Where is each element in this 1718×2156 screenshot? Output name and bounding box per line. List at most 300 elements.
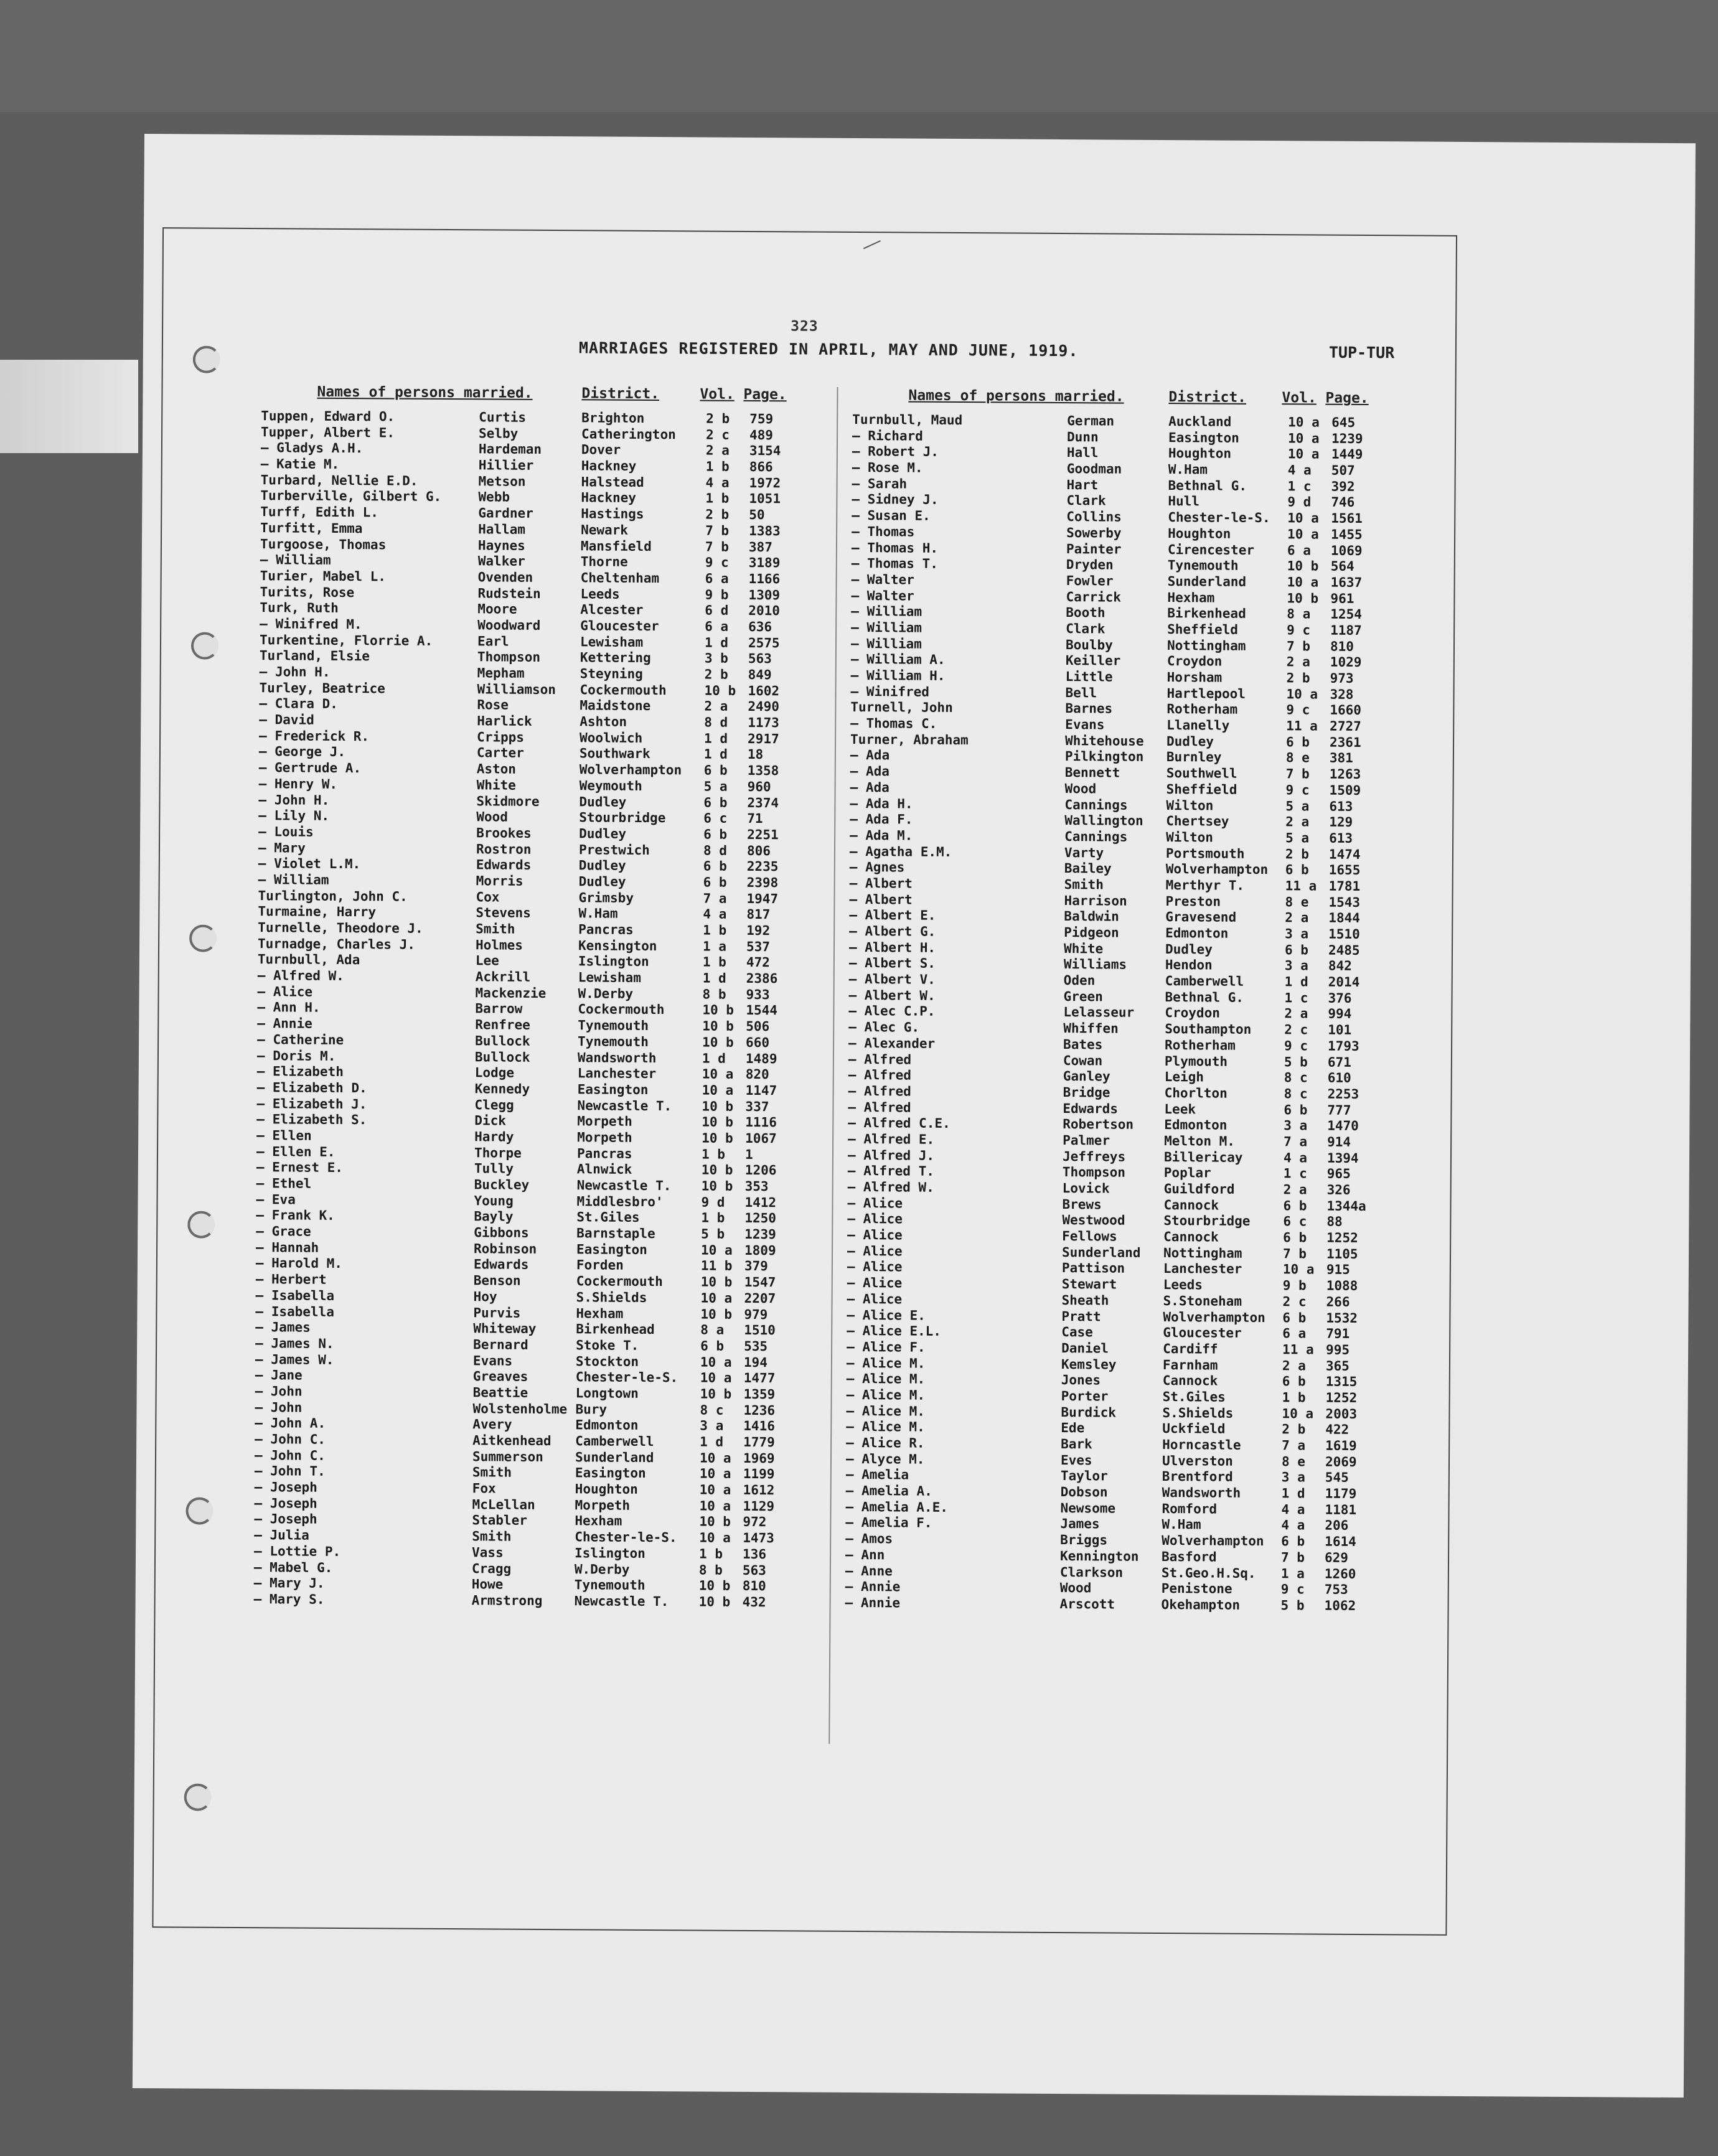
header-page: Page.: [1325, 390, 1369, 407]
entry-page: 1781: [1328, 878, 1361, 894]
entry-page: 206: [1325, 1518, 1349, 1534]
entry-page: 972: [743, 1514, 767, 1530]
entry-spouse: Thompson: [477, 649, 541, 665]
entry-district: Houghton: [1168, 525, 1231, 541]
entry-district: Dudley: [579, 794, 627, 810]
entry-district: Horncastle: [1162, 1437, 1241, 1453]
entry-name: — Alice F.: [847, 1339, 926, 1355]
entry-district: Nottingham: [1166, 637, 1246, 654]
entry-spouse: Harrison: [1064, 893, 1127, 909]
entry-name: — John H.: [259, 664, 331, 680]
entry-page: 129: [1329, 814, 1353, 830]
entry-spouse: Jeffreys: [1062, 1148, 1126, 1165]
entry-district: Preston: [1165, 893, 1221, 909]
entry-vol: 9 c: [705, 555, 729, 570]
entry-spouse: Bark: [1061, 1437, 1092, 1452]
entry-district: Cockermouth: [578, 1001, 665, 1018]
entry-spouse: Summerson: [472, 1448, 543, 1465]
entry-district: Burnley: [1166, 749, 1222, 766]
entry-name: — Mary S.: [253, 1591, 325, 1607]
entry-district: Chester-le-S.: [1168, 510, 1270, 526]
entry-vol: 7 b: [705, 539, 729, 555]
entry-name: — Elizabeth D.: [256, 1080, 367, 1096]
entry-spouse: Lelasseur: [1063, 1005, 1135, 1021]
entry-spouse: Lovick: [1062, 1181, 1110, 1196]
entry-name: — Alice: [847, 1227, 903, 1243]
entry-vol: 6 b: [1283, 1230, 1307, 1245]
entry-district: St.Giles: [1162, 1389, 1226, 1405]
entry-page: 1547: [744, 1275, 776, 1290]
entry-district: Easington: [575, 1465, 646, 1481]
entry-page: 2253: [1327, 1086, 1359, 1102]
entry-spouse: Bernard: [473, 1337, 528, 1352]
entry-district: Llanelly: [1166, 718, 1230, 733]
entry-vol: 6 b: [1284, 942, 1309, 958]
entry-page: 1116: [745, 1115, 777, 1130]
entry-spouse: Little: [1065, 669, 1113, 685]
entry-spouse: Barnes: [1065, 701, 1113, 716]
entry-page: 392: [1331, 479, 1355, 494]
entry-name: — Agatha E.M.: [849, 843, 952, 860]
entry-vol: 10 a: [1287, 430, 1320, 446]
entry-district: St.Giles: [576, 1209, 640, 1226]
entry-name: — Albert S.: [848, 955, 936, 972]
entry-name: — Isabella: [255, 1287, 335, 1303]
entry-district: Woolwich: [580, 730, 643, 746]
entry-district: Wandsworth: [1162, 1485, 1241, 1501]
entry-page: 1250: [744, 1211, 777, 1226]
entry-district: Halstead: [581, 474, 644, 490]
entry-spouse: Burdick: [1061, 1404, 1117, 1420]
entry-page: 266: [1326, 1294, 1350, 1310]
entry-vol: 6 b: [703, 874, 727, 890]
entry-name: Tupper, Albert E.: [261, 424, 395, 441]
entry-vol: 1 d: [1284, 974, 1308, 990]
entry-spouse: Sunderland: [1061, 1244, 1141, 1260]
entry-district: Pancras: [576, 1145, 632, 1161]
entry-page: 1260: [1324, 1566, 1356, 1582]
entry-vol: 4 a: [1283, 1150, 1307, 1166]
entry-district: Dover: [581, 442, 621, 458]
entry-vol: 7 b: [705, 523, 730, 538]
entry-district: Chertsey: [1166, 813, 1229, 829]
entry-name: — Ada M.: [850, 827, 913, 843]
entry-spouse: Porter: [1061, 1388, 1109, 1404]
entry-spouse: Earl: [477, 633, 509, 649]
entry-district: Nottingham: [1163, 1245, 1242, 1261]
entry-district: Tynemouth: [574, 1577, 645, 1593]
entry-page: 101: [1328, 1022, 1352, 1038]
entry-page: 1969: [743, 1450, 775, 1466]
entry-vol: 2 a: [1282, 1357, 1306, 1373]
entry-vol: 5 a: [1285, 830, 1310, 846]
entry-page: 759: [749, 411, 774, 427]
entry-name: — Albert: [849, 891, 913, 907]
entry-spouse: Varty: [1064, 845, 1104, 860]
entry-vol: 2 c: [705, 427, 730, 443]
entry-spouse: Whitehouse: [1064, 733, 1144, 749]
entry-page: 746: [1331, 495, 1355, 510]
entry-spouse: Dick: [474, 1113, 506, 1128]
entry-page: 192: [746, 922, 771, 939]
header-names: Names of persons married.: [317, 383, 533, 401]
entry-vol: 10 b: [700, 1306, 733, 1322]
entry-name: Turnbull, Maud: [852, 411, 963, 428]
entry-vol: 6 b: [703, 827, 728, 842]
entry-district: Brighton: [581, 410, 645, 426]
entry-vol: 10 b: [701, 1162, 733, 1178]
entry-district: Hartlepool: [1166, 685, 1246, 701]
entry-name: — Annie: [845, 1595, 901, 1611]
entry-name: — Alice E.L.: [847, 1323, 942, 1339]
entry-vol: 6 b: [1282, 1374, 1306, 1389]
entry-district: Southwark: [579, 746, 650, 762]
entry-name: — Alfred: [848, 1083, 911, 1099]
entry-vol: 10 a: [1286, 686, 1318, 702]
entry-district: Dudley: [578, 858, 626, 873]
entry-spouse: Buckley: [474, 1177, 530, 1193]
entry-name: — James N.: [255, 1335, 334, 1351]
entry-spouse: Pilkington: [1064, 749, 1144, 765]
entry-spouse: Evans: [1065, 717, 1105, 733]
entry-page: 1029: [1330, 654, 1362, 670]
entry-spouse: Rudstein: [477, 585, 541, 601]
entry-name: — Alice M.: [846, 1371, 926, 1387]
entry-spouse: Cragg: [471, 1560, 512, 1577]
entry-district: Easington: [1168, 429, 1239, 446]
entry-spouse: Kemsley: [1061, 1356, 1117, 1372]
entry-name: — William: [260, 552, 331, 568]
entry-vol: 10 a: [1287, 574, 1319, 590]
entry-spouse: Hallam: [478, 522, 526, 537]
entry-vol: 1 a: [1280, 1565, 1305, 1581]
entry-name: — Ann H.: [257, 1000, 321, 1016]
entry-page: 914: [1327, 1134, 1351, 1150]
entry-name: — Gladys A.H.: [260, 440, 364, 456]
entry-page: 1239: [744, 1226, 776, 1242]
entry-district: Morpeth: [577, 1113, 632, 1130]
entry-name: — Alice M.: [846, 1387, 926, 1403]
entry-name: — John: [255, 1399, 303, 1415]
entry-name: — Alice M.: [846, 1403, 925, 1419]
entry-page: 1972: [749, 475, 781, 491]
page-title: MARRIAGES REGISTERED IN APRIL, MAY AND JUNE, 1919.: [578, 339, 1079, 360]
entry-page: 613: [1329, 799, 1353, 814]
entry-name: — Eva: [256, 1191, 296, 1207]
entry-spouse: Clark: [1066, 621, 1105, 637]
entry-spouse: Bullock: [475, 1033, 530, 1049]
entry-page: 2917: [748, 731, 779, 746]
entry-vol: 2 b: [704, 667, 728, 682]
entry-spouse: Skidmore: [476, 793, 540, 809]
entry-page: 2490: [748, 699, 780, 715]
entry-spouse: Bullock: [474, 1049, 530, 1065]
entry-name: Turberville, Gilbert G.: [260, 488, 442, 505]
entry-vol: 6 b: [1284, 1102, 1308, 1118]
entry-district: Newcastle T.: [574, 1593, 669, 1610]
entry-name: — William A.: [850, 652, 946, 668]
entry-vol: 10 b: [701, 1178, 733, 1194]
entry-name: — Alice R.: [846, 1435, 925, 1451]
header-district: District.: [1168, 389, 1247, 406]
entry-district: Leigh: [1164, 1069, 1204, 1085]
entry-district: Basford: [1161, 1549, 1217, 1565]
entry-vol: 10 a: [1282, 1405, 1314, 1422]
entry-page: 387: [748, 539, 772, 555]
entry-page: 1510: [744, 1323, 776, 1338]
entry-spouse: Williamson: [477, 681, 556, 697]
entry-page: 1: [744, 1146, 753, 1162]
entry-vol: 4 a: [1287, 462, 1312, 478]
entry-page: 1051: [749, 491, 781, 507]
entry-spouse: Sowerby: [1066, 525, 1122, 541]
entry-page: 1412: [744, 1194, 777, 1210]
entry-name: — Alfred T.: [847, 1163, 934, 1179]
entry-spouse: Ackrill: [475, 969, 531, 985]
entry-vol: 2 a: [1285, 910, 1309, 926]
entry-name: — Mary: [258, 840, 306, 856]
entry-vol: 8 b: [702, 987, 726, 1002]
entry-page: 563: [742, 1562, 766, 1578]
entry-district: Melton M.: [1164, 1133, 1236, 1149]
entry-district: Wolverhampton: [1165, 861, 1269, 878]
entry-name: — Alfred W.: [257, 968, 344, 984]
entry-spouse: Webb: [478, 489, 510, 505]
entry-district: Middlesbro': [576, 1193, 664, 1209]
entry-page: 1543: [1328, 894, 1361, 910]
entry-spouse: Robinson: [473, 1241, 537, 1257]
entry-name: — Isabella: [255, 1303, 334, 1319]
entry-page: 1489: [745, 1051, 777, 1066]
entry-vol: 9 b: [705, 587, 729, 602]
entry-vol: 1 d: [704, 731, 728, 746]
entry-district: Longtown: [575, 1385, 639, 1401]
entry-spouse: Renfree: [475, 1017, 530, 1033]
entry-district: Wilton: [1166, 829, 1214, 845]
entry-name: Turk, Ruth: [260, 600, 339, 616]
entry-vol: 2 a: [704, 698, 728, 715]
entry-name: — Ernest E.: [256, 1160, 344, 1176]
entry-spouse: Smith: [472, 1529, 512, 1544]
entry-page: 2014: [1328, 974, 1360, 990]
entry-vol: 10 a: [702, 1066, 734, 1082]
entry-page: 2207: [744, 1290, 776, 1306]
entry-district: Horsham: [1166, 670, 1223, 685]
entry-district: Morpeth: [577, 1130, 632, 1145]
entry-page: 1105: [1326, 1246, 1358, 1262]
entry-name: — Alfred: [848, 1099, 911, 1115]
entry-name: Turmaine, Harry: [258, 904, 377, 920]
entry-spouse: Lodge: [474, 1065, 515, 1080]
entry-district: Lewisham: [578, 970, 641, 985]
entry-vol: 2 b: [1285, 846, 1309, 862]
entry-district: Hackney: [581, 490, 637, 506]
entry-spouse: Oden: [1063, 973, 1096, 988]
entry-vol: 8 c: [700, 1402, 724, 1418]
entry-page: 1252: [1326, 1230, 1358, 1246]
entry-district: Southwell: [1166, 766, 1237, 781]
entry-spouse: Bates: [1063, 1036, 1103, 1052]
entry-page: 915: [1326, 1262, 1350, 1278]
entry-vol: 7 b: [1280, 1550, 1305, 1565]
entry-name: — Catherine: [257, 1031, 344, 1048]
entry-spouse: Cripps: [477, 729, 525, 745]
entry-vol: 10 b: [699, 1514, 731, 1530]
entry-spouse: Purvis: [473, 1305, 521, 1321]
entry-district: Kensington: [578, 937, 657, 954]
entry-district: Chester-le-S.: [575, 1529, 677, 1545]
entry-spouse: Lee: [475, 953, 499, 968]
entry-name: — Henry W.: [258, 776, 338, 792]
entry-spouse: Ovenden: [477, 569, 533, 585]
entry-vol: 1 c: [1287, 478, 1312, 494]
entry-district: Hull: [1168, 494, 1200, 509]
entry-spouse: Howe: [471, 1577, 504, 1592]
entry-spouse: Mepham: [477, 665, 525, 681]
entry-spouse: Briggs: [1060, 1532, 1108, 1548]
page-number: 323: [791, 318, 819, 335]
entry-page: 1510: [1328, 926, 1360, 942]
entry-district: Ashton: [580, 714, 627, 729]
entry-district: Chorlton: [1164, 1085, 1227, 1101]
entry-spouse: Bayly: [474, 1209, 514, 1225]
entry-spouse: Fox: [472, 1481, 496, 1496]
entry-spouse: Wood: [1059, 1580, 1092, 1596]
entry-page: 432: [742, 1594, 766, 1610]
entry-page: 1252: [1325, 1390, 1358, 1405]
entry-vol: 6 b: [1285, 734, 1310, 750]
entry-district: Leeds: [580, 586, 620, 602]
entry-spouse: Wood: [1064, 780, 1097, 797]
entry-page: 810: [742, 1578, 766, 1594]
entry-spouse: Bailey: [1064, 861, 1112, 876]
header-vol: Vol.: [1282, 390, 1317, 406]
entry-spouse: Clegg: [474, 1097, 514, 1113]
entry-vol: 5 a: [703, 779, 728, 794]
entry-district: Camberwell: [575, 1433, 654, 1450]
entry-vol: 3 b: [704, 650, 728, 667]
entry-spouse: Kennedy: [474, 1081, 530, 1097]
entry-vol: 11 b: [700, 1258, 733, 1274]
entry-name: — Richard: [852, 428, 923, 444]
entry-page: 2251: [747, 827, 779, 843]
entry-vol: 1 d: [700, 1434, 724, 1450]
entry-vol: 4 a: [703, 906, 727, 922]
entry-spouse: Ganley: [1063, 1069, 1110, 1084]
entry-district: Merthyr T.: [1165, 877, 1245, 893]
entry-page: 645: [1331, 415, 1356, 430]
entry-name: — George J.: [258, 744, 346, 760]
entry-name: — Alfred: [848, 1051, 912, 1067]
entry-page: 88: [1326, 1214, 1343, 1230]
entry-name: — Alyce M.: [845, 1451, 925, 1467]
entry-vol: 8 a: [1287, 606, 1311, 622]
entry-page: 50: [749, 507, 765, 523]
entry-name: — Lily N.: [258, 808, 330, 824]
entry-vol: 5 a: [1285, 798, 1310, 813]
entry-spouse: Whiffen: [1063, 1021, 1119, 1036]
entry-name: Turner, Abraham: [850, 731, 969, 748]
entry-vol: 7 b: [1285, 766, 1310, 782]
entry-vol: 2 a: [705, 443, 730, 459]
entry-district: Sheffield: [1166, 781, 1237, 797]
entry-district: Pancras: [578, 922, 634, 937]
punch-hole: [189, 924, 217, 952]
entry-name: — Ada H.: [850, 795, 913, 812]
entry-spouse: Hillier: [478, 457, 534, 473]
entry-spouse: Pattison: [1061, 1260, 1125, 1277]
entry-spouse: Edwards: [473, 1257, 529, 1273]
entry-name: — Walter: [851, 571, 914, 588]
entry-name: — William: [258, 872, 329, 888]
entry-page: 961: [1330, 591, 1354, 606]
entry-spouse: Jones: [1061, 1372, 1101, 1388]
entry-district: Portsmouth: [1165, 845, 1245, 861]
entry-vol: 2 a: [1286, 654, 1310, 670]
entry-name: — Mary J.: [253, 1575, 325, 1591]
entry-page: 753: [1324, 1582, 1348, 1598]
entry-page: 422: [1325, 1422, 1350, 1438]
entry-name: — Alfred C.E.: [848, 1115, 951, 1132]
entry-district: Wilton: [1166, 797, 1214, 813]
entry-page: 610: [1327, 1070, 1351, 1086]
entry-vol: 6 b: [703, 762, 728, 778]
entry-page: 1383: [749, 523, 781, 539]
entry-district: Edmonton: [1165, 926, 1229, 941]
entry-district: Brentford: [1162, 1469, 1233, 1485]
entry-district: W.Derby: [574, 1561, 630, 1577]
entry-page: 507: [1331, 462, 1355, 478]
entry-page: 1088: [1326, 1278, 1358, 1294]
entry-district: Dudley: [579, 826, 627, 841]
entry-page: 1602: [748, 683, 780, 698]
entry-vol: 3 a: [700, 1418, 724, 1434]
entry-district: Plymouth: [1164, 1053, 1228, 1069]
entry-district: Thorne: [580, 554, 628, 569]
entry-spouse: Walker: [477, 553, 525, 569]
surname-range: TUP-TUR: [1328, 343, 1395, 362]
entry-name: — William: [850, 635, 922, 652]
entry-district: W.Derby: [578, 986, 634, 1001]
entry-district: Leek: [1164, 1101, 1196, 1117]
entry-district: Sheffield: [1167, 621, 1239, 637]
entry-name: — Grace: [256, 1224, 311, 1239]
entry-name: — Winifred M.: [260, 616, 362, 632]
entry-vol: 9 c: [1286, 702, 1310, 718]
entry-district: S.Shields: [1162, 1405, 1234, 1421]
entry-vol: 6 d: [705, 602, 729, 618]
entry-district: Cheltenham: [580, 570, 660, 586]
entry-district: W.Ham: [1168, 462, 1208, 477]
entry-vol: 10 b: [1287, 558, 1319, 574]
entry-district: Maidstone: [580, 698, 651, 714]
entry-district: Hexham: [1167, 589, 1215, 606]
entry-district: Birkenhead: [576, 1321, 655, 1338]
entry-page: 995: [1326, 1342, 1350, 1357]
entry-district: Southampton: [1165, 1021, 1252, 1038]
entry-page: 1473: [743, 1530, 774, 1546]
entry-spouse: White: [476, 777, 516, 793]
entry-name: — Katie M.: [260, 456, 340, 472]
entry-spouse: Mackenzie: [475, 985, 547, 1001]
entry-district: Leeds: [1163, 1277, 1203, 1293]
entry-page: 1166: [748, 571, 781, 587]
entry-list: [254, 408, 822, 1611]
entry-vol: 9 d: [701, 1194, 725, 1210]
entry-vol: 10 a: [702, 1082, 734, 1098]
entry-name: Turits, Rose: [260, 584, 355, 600]
entry-name: — Annie: [257, 1016, 312, 1031]
